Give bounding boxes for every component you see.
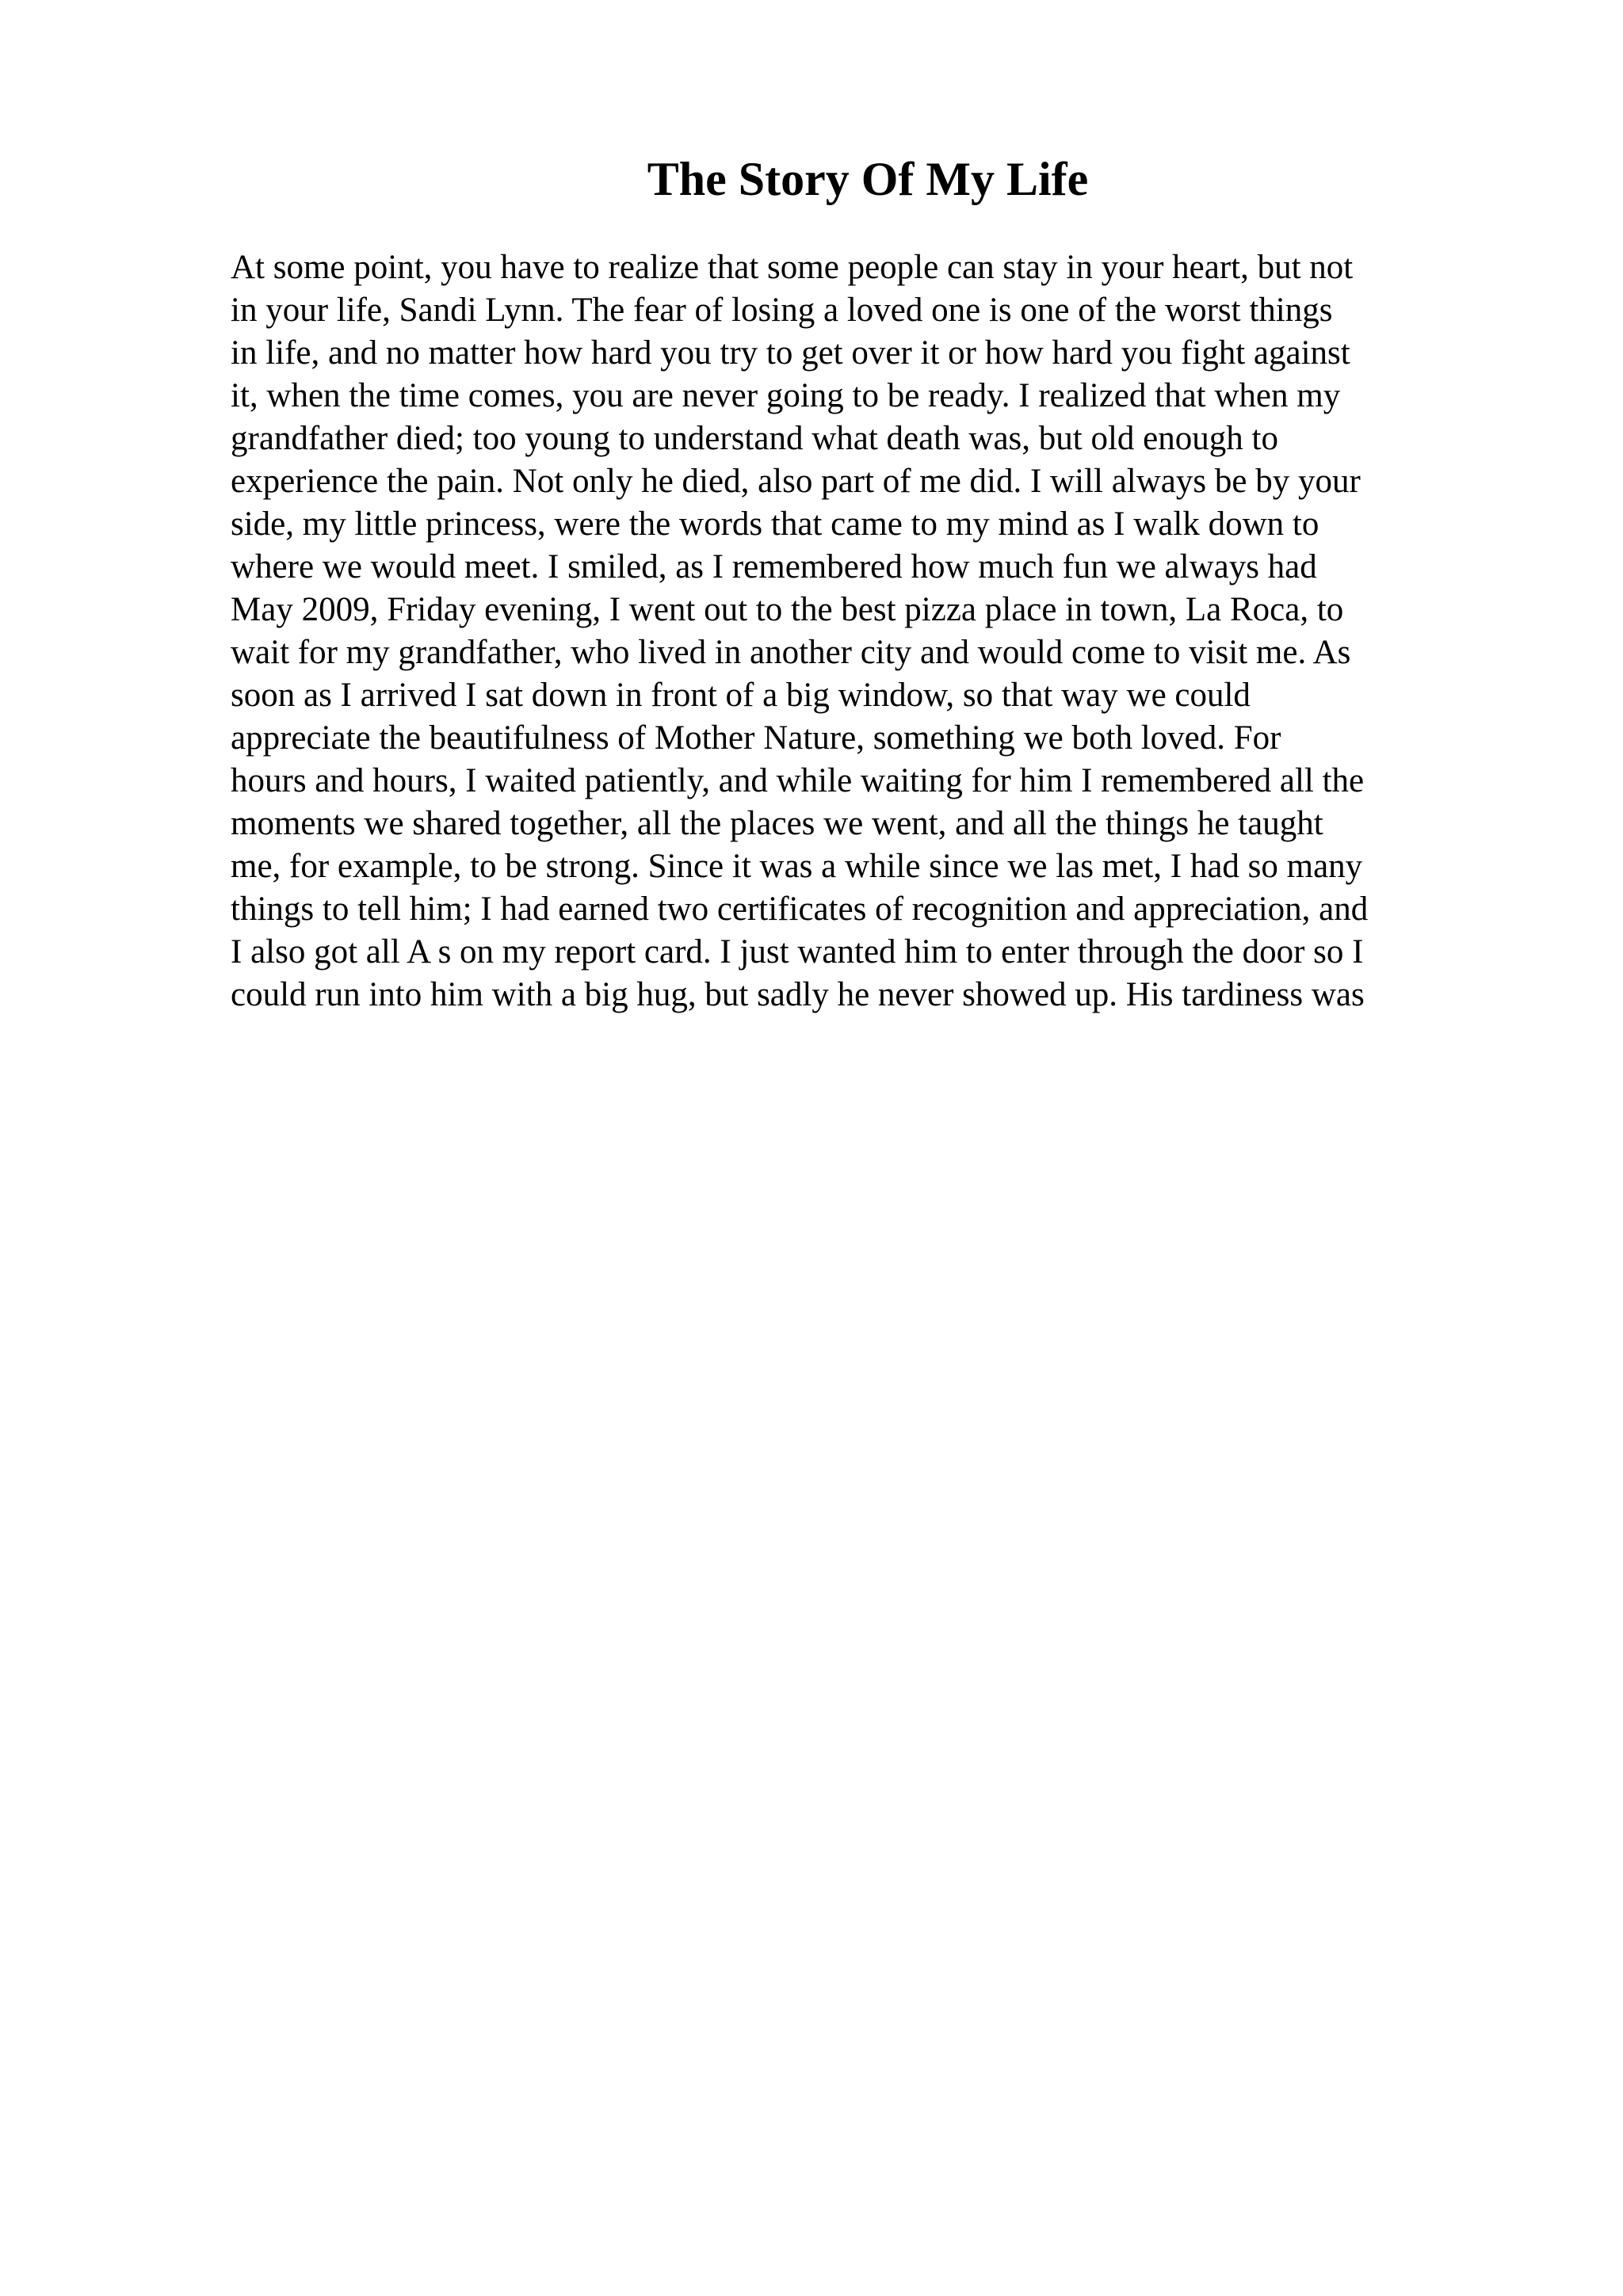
body-line: things to tell him; I had earned two certificates of recognition and appreciation, and [231,891,1369,928]
body-line: moments we shared together, all the places we went, and all the things he taught [231,805,1323,842]
body-line: soon as I arrived I sat down in front of a big window, so that way we could [231,677,1251,714]
body-line: me, for example, to be strong. Since it was a while since we las met, I had so many [231,848,1363,885]
body-line: wait for my grandfather, who lived in another city and would come to visit me. As [231,634,1351,671]
body-line: May 2009, Friday evening, I went out to the best pizza place in town, La Roca, to [231,591,1344,628]
body-line: appreciate the beautifulness of Mother Nature, something we both loved. For [231,719,1281,757]
body-line: where we would meet. I smiled, as I remembered how much fun we always had [231,548,1317,585]
body-line: I also got all A s on my report card. I just wanted him to enter through the door so I [231,933,1364,971]
document-title: The Story Of My Life [647,153,1089,205]
body-line: could run into him with a big hug, but sadly he never showed up. His tardiness was [231,976,1365,1013]
document-body [231,246,1467,1016]
body-line: experience the pain. Not only he died, also part of me did. I will always be by your [231,463,1361,500]
body-line: At some point, you have to realize that some people can stay in your heart, but not [231,249,1354,286]
body-line: grandfather died; too young to understand what death was, but old enough to [231,420,1278,457]
body-line: hours and hours, I waited patiently, and while waiting for him I remembered all the [231,762,1365,799]
body-line: in your life, Sandi Lynn. The fear of losing a loved one is one of the worst things [231,292,1333,329]
body-line: in life, and no matter how hard you try to get over it or how hard you fight against [231,334,1350,372]
body-line: it, when the time comes, you are never going to be ready. I realized that when my [231,377,1341,414]
body-line: side, my little princess, were the words that came to my mind as I walk down to [231,505,1319,543]
